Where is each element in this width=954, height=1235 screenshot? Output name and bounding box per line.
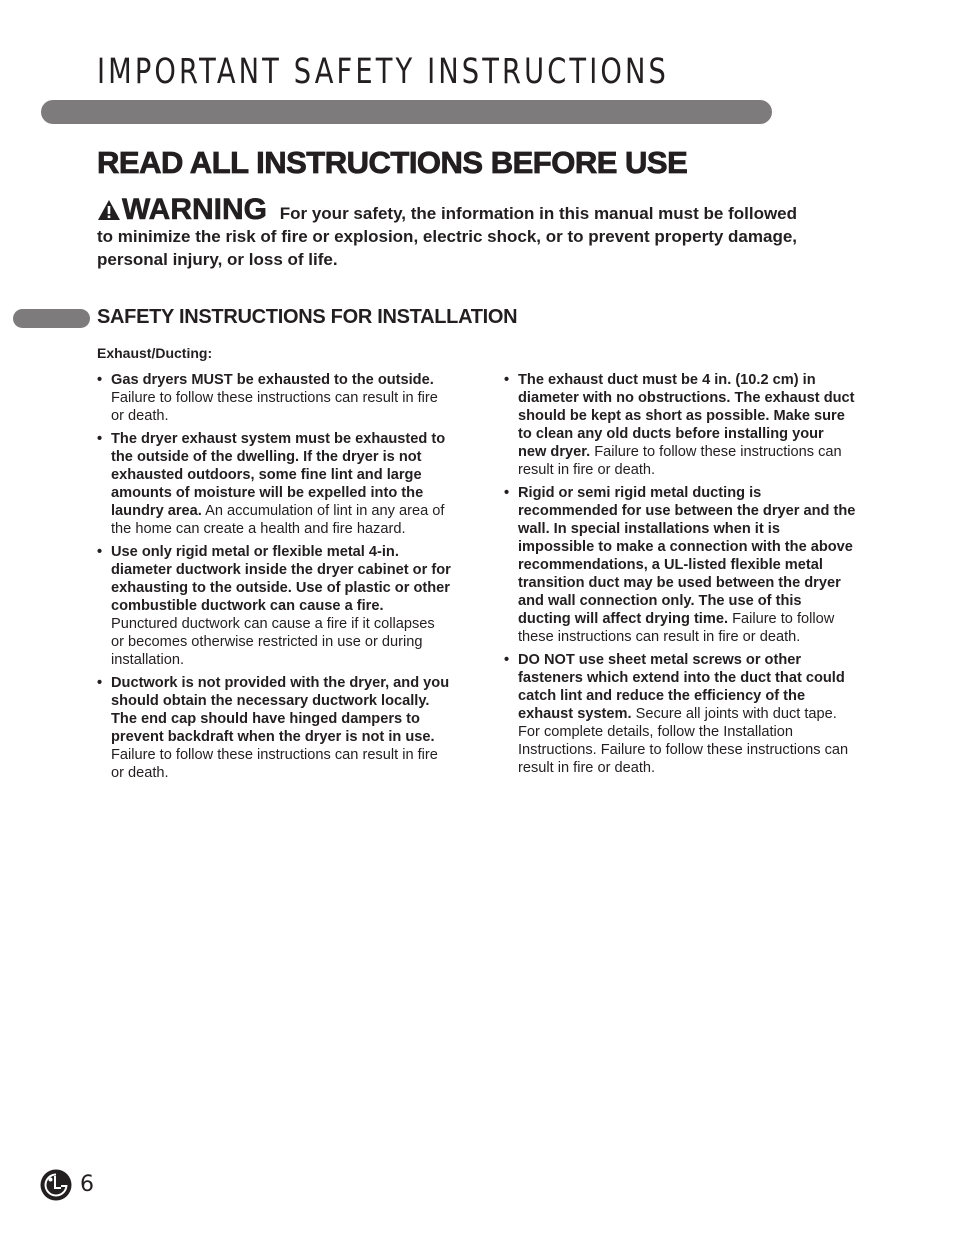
bullet: • [97,431,103,447]
bullet-bold-text: Rigid or semi rigid metal ducting is recommended for use between the dryer and the wall. In special installations when it is impossible to make a connection with the above recommendations, a UL-listed flexible metal transition duct may be used between the dryer and wall connection only. The use of this ducting will affect drying time. [518,485,856,627]
bullet: • [504,652,510,668]
bullet-text: Failure to follow these instructions can result in fire or death. [111,390,438,424]
bullet-bold-text: DO NOT use sheet metal screws or other fasteners which extend into the duct that could catch lint and reduce the efficiency of the exhaust system. [518,652,845,722]
bullet: • [504,372,510,388]
bullet-bold-text: Use only rigid metal or flexible metal 4-in. diameter ductwork inside the dryer cabinet or for exhausting to the outside. Use of plastic or other combustible ductwork can cause a fire. [111,544,451,614]
bullet-bold-text: Gas dryers MUST be exhausted to the outside. [111,372,434,388]
exhaust-ducting-subheading: Exhaust/Ducting: [97,345,213,361]
warning-triangle-icon [97,199,121,221]
warning-word: WARNING [122,193,267,226]
warning-label [97,193,267,226]
section-marker-pill [13,309,90,328]
left-bullet-list [97,371,451,782]
page-number: 6 [80,1172,94,1197]
bullet: • [504,485,510,501]
list-item [504,371,856,479]
bullet-text: Failure to follow these instructions can result in fire or death. [518,611,835,645]
bullet-bold-text: The dryer exhaust system must be exhausted to the outside of the dwelling. If the dryer is not exhausted outdoors, some fine lint and large amounts of moisture will be expelled into the laundry area. [111,431,446,519]
bullet-text: Failure to follow these instructions can result in fire or death. [518,444,842,478]
list-item [97,674,451,782]
bullet-bold-text: The exhaust duct must be 4 in. (10.2 cm) in diameter with no obstructions. The exhaust duct should be kept as short as possible. Make sure to clean any old ducts before installing your new dryer. [518,372,855,460]
list-item [504,484,856,646]
read-all-heading: READ ALL INSTRUCTIONS BEFORE USE [97,145,688,180]
bullet: • [97,675,103,691]
bullet-text: An accumulation of lint in any area of the home can create a health and fire hazard. [111,503,445,537]
title-divider-bar [41,100,772,124]
bullet: • [97,372,103,388]
bullet-text: Failure to follow these instructions can result in fire or death. [111,747,438,781]
list-item [504,651,856,777]
left-column [97,371,451,787]
list-item [97,543,451,669]
bullet-bold-text: Ductwork is not provided with the dryer, and you should obtain the necessary ductwork locally. The end cap should have hinged dampers to prevent backdraft when the dryer is not in use. [111,675,450,745]
section-heading: SAFETY INSTRUCTIONS FOR INSTALLATION [97,306,518,328]
bullet-text: Secure all joints with duct tape. For complete details, follow the Installation Instructions. Failure to follow these instructions can result in fire or death. [518,706,849,776]
lg-logo-icon [40,1169,72,1201]
warning-text: For your safety, the information in this manual must be followed to minimize the risk of fire or explosion, electric shock, or to prevent property damage, personal injury, or loss of life. [97,204,798,269]
bullet-text: Punctured ductwork can cause a fire if it collapses or becomes otherwise restricted in use or during installation. [111,616,435,668]
bullet: • [97,544,103,560]
page-title: IMPORTANT SAFETY INSTRUCTIONS [97,52,669,92]
list-item [97,371,451,425]
list-item [97,430,451,538]
right-column [504,371,856,782]
warning-block [97,193,817,271]
right-bullet-list [504,371,856,777]
